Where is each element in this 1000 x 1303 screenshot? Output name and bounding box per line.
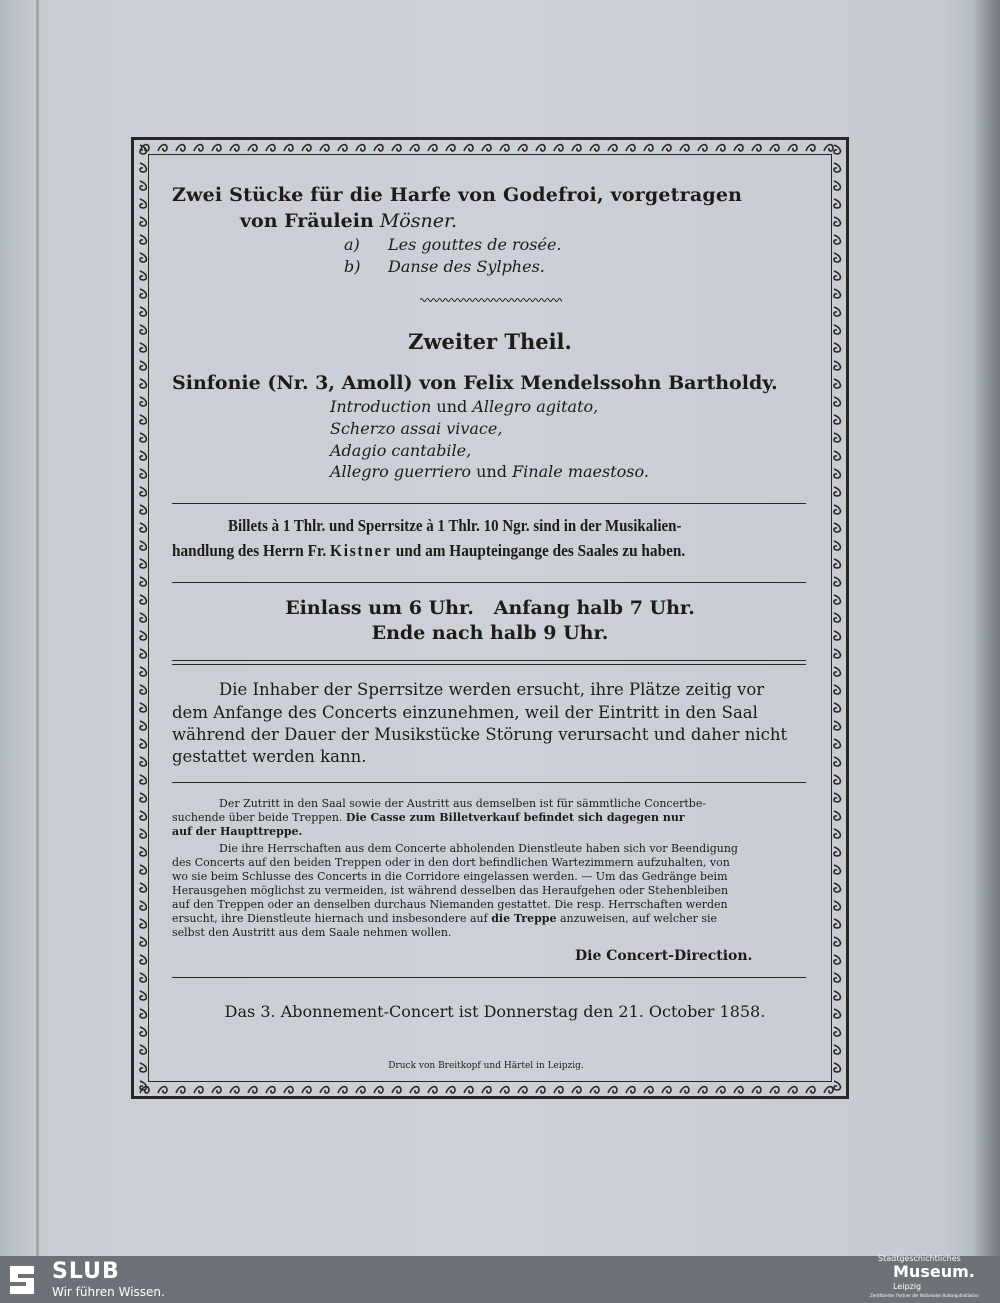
- ornament-scroll: [554, 1087, 563, 1093]
- section-rule: [172, 582, 806, 583]
- ornament-scroll: [158, 145, 167, 151]
- ornament-scroll: [662, 145, 671, 151]
- ornament-scroll: [536, 145, 545, 151]
- item-marker: a): [344, 235, 360, 254]
- ornament-scroll: [834, 1027, 840, 1036]
- movement-conjunction: und: [431, 397, 473, 416]
- ornament-scroll: [834, 289, 840, 298]
- ornament-band-bottom: [136, 1083, 844, 1097]
- ornament-scroll: [626, 145, 635, 151]
- ornament-scroll: [834, 811, 840, 820]
- ornament-scroll: [230, 145, 239, 151]
- rules-line: auf den Treppen oder an denselben durchaus Niemanden gestattet. Die resp. Herrschaften werden: [172, 898, 728, 911]
- ornament-scroll: [464, 1087, 473, 1093]
- ornament-scroll: [500, 145, 509, 151]
- section-rule: [172, 503, 806, 504]
- ornament-scroll: [158, 1087, 167, 1093]
- ornament-band-right: [830, 141, 844, 1097]
- ornament-scroll: [140, 469, 146, 478]
- ornament-scroll: [140, 415, 146, 424]
- movement-name: Allegro agitato,: [472, 397, 599, 416]
- ornament-scroll: [572, 1087, 581, 1093]
- ornament-scroll: [140, 649, 146, 658]
- ornament-scroll: [140, 379, 146, 388]
- ornament-scroll: [410, 145, 419, 151]
- ornament-scroll: [834, 397, 840, 406]
- ornament-scroll: [680, 145, 689, 151]
- rules-emphasis: Die Casse zum Billetverkauf befindet sich dagegen nur: [345, 811, 685, 824]
- ornament-scroll: [608, 1087, 617, 1093]
- ornament-scroll: [140, 163, 146, 172]
- times-line-2: Ende nach halb 9 Uhr.: [371, 622, 609, 644]
- piece-item-a: [344, 235, 562, 254]
- ornament-scroll: [140, 973, 146, 982]
- tickets-line-1: Billets à 1 Thlr. und Sperrsitze à 1 Thlr. 10 Ngr. sind in der Musikalien-: [228, 516, 682, 535]
- notice-line: Die Inhaber der Sperrsitze werden ersucht, ihre Plätze zeitig vor: [219, 680, 765, 699]
- ornament-scroll: [140, 847, 146, 856]
- ornament-scroll: [834, 703, 840, 712]
- ornament-band-top: [136, 141, 844, 155]
- rules-line: auf der Haupttreppe.: [172, 825, 303, 838]
- wavy-divider: [420, 296, 562, 304]
- ornament-scroll: [248, 1087, 257, 1093]
- ornament-scroll: [428, 145, 437, 151]
- ornament-scroll: [140, 775, 146, 784]
- ornament-scroll: [140, 685, 146, 694]
- performer-name: Mösner.: [379, 210, 457, 232]
- ornament-scroll: [230, 1087, 239, 1093]
- ornament-scroll: [834, 973, 840, 982]
- ornament-scroll: [662, 1087, 671, 1093]
- ornament-scroll: [834, 1081, 840, 1090]
- ornament-scroll: [140, 703, 146, 712]
- ornament-scroll: [834, 739, 840, 748]
- ornament-scroll: [140, 235, 146, 244]
- piece-performer-line: [240, 210, 457, 232]
- ornament-scroll: [194, 1087, 203, 1093]
- ornament-scroll: [140, 307, 146, 316]
- ornament-scroll: [834, 433, 840, 442]
- ornament-scroll: [834, 667, 840, 676]
- item-title: Les gouttes de rosée.: [388, 235, 562, 254]
- ornament-scroll: [482, 145, 491, 151]
- ornament-scroll: [788, 145, 797, 151]
- piece-title: Zwei Stücke für die Harfe von Godefroi, vorgetragen: [172, 184, 743, 206]
- ornament-scroll: [500, 1087, 509, 1093]
- ornament-scroll: [680, 1087, 689, 1093]
- rules-line: Die ihre Herrschaften aus dem Concerte abholenden Dienstleute haben sich vor Beendigung: [219, 842, 738, 855]
- ornament-scroll: [626, 1087, 635, 1093]
- ornament-scroll: [590, 145, 599, 151]
- part-heading: Zweiter Theil.: [408, 329, 572, 354]
- ornament-scroll: [834, 379, 840, 388]
- ornament-scroll: [834, 829, 840, 838]
- ornament-scroll: [734, 1087, 743, 1093]
- slub-tagline: Wir führen Wissen.: [52, 1285, 165, 1299]
- ornament-scroll: [834, 181, 840, 190]
- movement-name: Finale maestoso.: [512, 462, 649, 481]
- rules-line: selbst den Austritt aus dem Saale nehmen wollen.: [172, 926, 452, 939]
- rules-line: Der Zutritt in den Saal sowie der Austritt aus demselben ist für sämmtliche Concertbe-: [219, 797, 707, 810]
- ornament-scroll: [834, 793, 840, 802]
- ornament-scroll: [140, 505, 146, 514]
- ornament-scroll: [698, 1087, 707, 1093]
- ornament-scroll: [834, 253, 840, 262]
- piece-item-b: [344, 257, 545, 276]
- ornament-scroll: [834, 541, 840, 550]
- ornament-scroll: [716, 1087, 725, 1093]
- ornament-scroll: [320, 145, 329, 151]
- ornament-scroll: [140, 199, 146, 208]
- ornament-scroll: [284, 1087, 293, 1093]
- movement-3: Adagio cantabile,: [330, 441, 472, 460]
- ornament-scroll: [752, 1087, 761, 1093]
- ornament-scroll: [834, 865, 840, 874]
- rules-line: [172, 912, 717, 925]
- ornament-scroll: [834, 415, 840, 424]
- section-rule: [172, 782, 806, 783]
- item-marker: b): [344, 257, 361, 276]
- ornament-scroll: [140, 919, 146, 928]
- ornament-scroll: [302, 1087, 311, 1093]
- ornament-scroll: [734, 145, 743, 151]
- ornament-scroll: [716, 145, 725, 151]
- ornament-scroll: [518, 1087, 527, 1093]
- ornament-scroll: [392, 1087, 401, 1093]
- ornament-scroll: [834, 469, 840, 478]
- ornament-scroll: [140, 901, 146, 910]
- museum-city: Leipzig: [893, 1282, 922, 1291]
- ornament-scroll: [834, 685, 840, 694]
- ornament-scroll: [140, 829, 146, 838]
- ornament-scroll: [356, 145, 365, 151]
- ornament-scroll: [140, 883, 146, 892]
- movement-name: Allegro guerriero: [330, 462, 472, 481]
- ornament-scroll: [266, 1087, 275, 1093]
- movement-name: Introduction: [330, 397, 432, 416]
- ornament-scroll: [834, 775, 840, 784]
- notice-line: während der Dauer der Musikstücke Störung verursacht und daher nicht: [172, 725, 788, 744]
- ornament-scroll: [140, 757, 146, 766]
- ornament-scroll: [698, 145, 707, 151]
- museum-name: Museum.: [893, 1262, 975, 1281]
- notice-line: gestattet werden kann.: [172, 747, 367, 766]
- ornament-scroll: [140, 577, 146, 586]
- movement-2: Scherzo assai vivace,: [330, 419, 503, 438]
- ornament-scroll: [248, 145, 257, 151]
- ornament-scroll: [834, 577, 840, 586]
- ornament-scroll: [834, 235, 840, 244]
- ornament-scroll: [140, 1045, 146, 1054]
- rules-line: des Concerts auf den beiden Treppen oder in den dort befindlichen Wartezimmern aufzuhalten, von: [172, 856, 730, 869]
- ornament-scroll: [140, 181, 146, 190]
- ornament-scroll: [644, 145, 653, 151]
- symphony-title: Sinfonie (Nr. 3, Amoll) von Felix Mendelssohn Bartholdy.: [172, 372, 778, 394]
- ornament-scroll: [518, 145, 527, 151]
- ornament-scroll: [140, 433, 146, 442]
- ornament-scroll: [140, 145, 146, 154]
- ornament-scroll: [834, 721, 840, 730]
- ornament-scroll: [834, 523, 840, 532]
- rules-text: suchende über beide Treppen.: [172, 811, 343, 824]
- ornament-scroll: [572, 145, 581, 151]
- ornament-scroll: [644, 1087, 653, 1093]
- ornament-scroll: [834, 559, 840, 568]
- ornament-scroll: [176, 145, 185, 151]
- ornament-scroll: [590, 1087, 599, 1093]
- ornament-scroll: [806, 1087, 815, 1093]
- ornament-scroll: [834, 271, 840, 280]
- ornament-scroll: [140, 487, 146, 496]
- ornament-scroll: [608, 145, 617, 151]
- ornament-scroll: [834, 937, 840, 946]
- ornament-scroll: [140, 361, 146, 370]
- ornament-scroll: [834, 199, 840, 208]
- ornament-scroll: [140, 739, 146, 748]
- tickets-text: handlung des Herrn Fr.: [172, 541, 327, 560]
- seller-name: Kistner: [329, 541, 392, 560]
- signature: Die Concert-Direction.: [575, 948, 753, 964]
- ornament-scroll: [338, 1087, 347, 1093]
- ornament-scroll: [770, 1087, 779, 1093]
- ornament-scroll: [302, 145, 311, 151]
- ornament-scroll: [140, 991, 146, 1000]
- rules-text: anzuweisen, auf welcher sie: [559, 912, 718, 925]
- ornament-scroll: [392, 145, 401, 151]
- ornament-scroll: [140, 811, 146, 820]
- ornament-scroll: [284, 145, 293, 151]
- ornament-scroll: [212, 145, 221, 151]
- ornament-scroll: [770, 145, 779, 151]
- ornament-scroll: [428, 1087, 437, 1093]
- tickets-line-2: [172, 541, 685, 561]
- ornament-scroll: [834, 451, 840, 460]
- ornament-scroll: [374, 145, 383, 151]
- ornament-scroll: [266, 145, 275, 151]
- ornament-scroll: [834, 487, 840, 496]
- ornament-band-left: [136, 141, 150, 1097]
- ornament-scroll: [834, 847, 840, 856]
- ornament-scroll: [140, 289, 146, 298]
- ornament-scroll: [464, 145, 473, 151]
- ornament-scroll: [834, 919, 840, 928]
- rules-line: wo sie beim Schlusse des Concerts in die Corridore eingelassen werden. — Um das Gedränge beim: [172, 870, 728, 883]
- ornament-scroll: [320, 1087, 329, 1093]
- ornament-scroll: [140, 1081, 146, 1090]
- ornament-scroll: [834, 361, 840, 370]
- ornament-scroll: [140, 937, 146, 946]
- rules-line: [172, 811, 685, 824]
- times-line-1: Einlass um 6 Uhr. Anfang halb 7 Uhr.: [285, 597, 695, 619]
- ornament-scroll: [140, 523, 146, 532]
- ornament-scroll: [140, 955, 146, 964]
- ornament-scroll: [140, 541, 146, 550]
- rules-emphasis: die Treppe: [491, 912, 557, 925]
- movement-4: [330, 462, 649, 481]
- ornament-scroll: [140, 667, 146, 676]
- ornament-scroll: [140, 217, 146, 226]
- ornament-scroll: [140, 451, 146, 460]
- item-title: Danse des Sylphes.: [388, 257, 545, 276]
- ornament-scroll: [834, 955, 840, 964]
- ornament-scroll: [140, 721, 146, 730]
- movement-conjunction: und: [471, 462, 513, 481]
- ornament-scroll: [140, 1027, 146, 1036]
- ornament-scroll: [834, 217, 840, 226]
- next-concert: Das 3. Abonnement-Concert ist Donnerstag den 21. October 1858.: [224, 1002, 766, 1021]
- ornament-scroll: [176, 1087, 185, 1093]
- ornament-scroll: [536, 1087, 545, 1093]
- performer-prefix: von Fräulein: [240, 210, 374, 232]
- ornament-scroll: [338, 145, 347, 151]
- ornament-scroll: [834, 307, 840, 316]
- ornament-scroll: [482, 1087, 491, 1093]
- museum-note: Zertifizierter Partner der Nationalen Kulturgutinitiative: [870, 1293, 979, 1298]
- ornament-scroll: [446, 145, 455, 151]
- ornament-scroll: [374, 1087, 383, 1093]
- ornament-scroll: [834, 505, 840, 514]
- tickets-text: und am Haupteingange des Saales zu haben.: [395, 541, 686, 560]
- ornament-scroll: [140, 793, 146, 802]
- ornament-scroll: [140, 271, 146, 280]
- double-rule: [172, 660, 806, 665]
- notice-line: dem Anfange des Concerts einzunehmen, weil der Eintritt in den Saal: [172, 703, 758, 722]
- section-rule: [172, 977, 806, 978]
- movement-1: [330, 397, 598, 416]
- ornament-scroll: [806, 145, 815, 151]
- ornament-scroll: [140, 559, 146, 568]
- rules-line: Herausgehen möglichst zu vermeiden, ist während desselben das Heraufgehen oder Stehenbleiben: [172, 884, 729, 897]
- ornament-scroll: [752, 145, 761, 151]
- ornament-scroll: [788, 1087, 797, 1093]
- ornament-scroll: [554, 145, 563, 151]
- ornament-scroll: [834, 1045, 840, 1054]
- footer-bar: [0, 1256, 1000, 1303]
- rules-text: ersucht, ihre Dienstleute hiernach und insbesondere auf: [172, 912, 488, 925]
- ornament-scroll: [834, 991, 840, 1000]
- ornament-scroll: [140, 865, 146, 874]
- ornament-scroll: [834, 901, 840, 910]
- ornament-scroll: [140, 397, 146, 406]
- museum-top: Stadtgeschichtliches: [878, 1254, 961, 1263]
- ornament-scroll: [834, 163, 840, 172]
- ornament-scroll: [834, 649, 840, 658]
- ornament-scroll: [446, 1087, 455, 1093]
- ornament-scroll: [356, 1087, 365, 1093]
- slub-logo-icon: [6, 1262, 42, 1298]
- ornament-scroll: [834, 883, 840, 892]
- ornament-scroll: [212, 1087, 221, 1093]
- printer-imprint: Druck von Breitkopf und Härtel in Leipzig.: [388, 1061, 584, 1071]
- ornament-scroll: [140, 253, 146, 262]
- ornament-scroll: [834, 757, 840, 766]
- slub-name: SLUB: [52, 1259, 120, 1284]
- ornament-scroll: [834, 145, 840, 154]
- ornament-scroll: [194, 145, 203, 151]
- ornament-scroll: [410, 1087, 419, 1093]
